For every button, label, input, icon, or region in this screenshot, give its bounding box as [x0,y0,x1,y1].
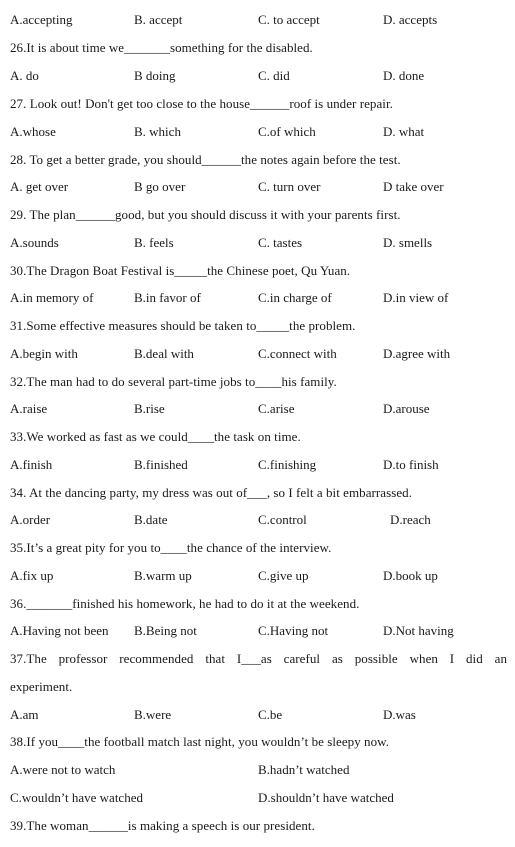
q30-stem: 30.The Dragon Boat Festival is_____the Chinese poet, Qu Yuan. [10,263,351,278]
q35-option-a: A.fix up [10,568,54,583]
q31-option-d: D.agree with [383,346,451,361]
q31-option-a: A.begin with [10,346,78,361]
q38-option-b: B.hadn’t watched [258,762,350,777]
q27-option-c: C.of which [258,124,316,139]
q37-option-d: D.was [383,707,416,722]
q29-option-c: C. tastes [258,235,303,250]
q33-stem: 33.We worked as fast as we could____the task on time. [10,429,301,444]
q34-option-d: D.reach [390,512,431,527]
q38-options-row1 [10,761,507,779]
q31-options [10,345,507,363]
q35-option-b: B.warm up [134,568,192,583]
q34-options [10,511,507,529]
q30-option-d: D.in view of [383,290,449,305]
q30-option-a: A.in memory of [10,290,94,305]
q39-stem: 39.The woman______is making a speech is our president. [10,818,315,833]
q32-option-a: A.raise [10,401,48,416]
q37-option-b: B.were [134,707,172,722]
q28-option-b: B go over [134,179,186,194]
q32-option-c: C.arise [258,401,295,416]
q36-option-d: D.Not having [383,623,454,638]
q28-option-a: A. get over [10,179,69,194]
q26-option-a: A. do [10,68,39,83]
q36-option-c: C.Having not [258,623,329,638]
q30-option-c: C.in charge of [258,290,332,305]
q27-options [10,123,507,141]
q36-stem: 36._______finished his homework, he had to do it at the weekend. [10,596,360,611]
q34-option-c: C.control [258,512,307,527]
q26-options [10,67,507,85]
q31-stem: 31.Some effective measures should be taken to_____the problem. [10,318,356,333]
q28-option-c: C. turn over [258,179,321,194]
q30-option-b: B.in favor of [134,290,201,305]
q26-option-b: B doing [134,68,176,83]
q27-stem: 27. Look out! Don't get too close to the house______roof is under repair. [10,96,393,111]
q29-options [10,234,507,252]
q29-option-a: A.sounds [10,235,59,250]
q35-stem: 35.It’s a great pity for you to____the chance of the interview. [10,540,332,555]
q30-options [10,289,507,307]
q29-option-d: D. smells [383,235,433,250]
q38-option-d: D.shouldn’t have watched [258,790,394,805]
q32-option-d: D.arouse [383,401,430,416]
q34-stem: 34. At the dancing party, my dress was out of___, so I felt a bit embarrassed. [10,485,412,500]
q26-stem: 26.It is about time we_______something for the disabled. [10,40,313,55]
q28-stem: 28. To get a better grade, you should______the notes again before the test. [10,152,401,167]
q28-option-d: D take over [383,179,444,194]
q37-option-a: A.am [10,707,39,722]
q29-stem: 29. The plan______good, but you should discuss it with your parents first. [10,207,401,222]
q25-option-c: C. to accept [258,12,320,27]
q36-options [10,622,507,640]
q38-option-c: C.wouldn’t have watched [10,790,143,805]
q34-option-a: A.order [10,512,51,527]
q31-option-b: B.deal with [134,346,194,361]
q33-option-d: D.to finish [383,457,439,472]
q33-options [10,456,507,474]
q33-option-b: B.finished [134,457,188,472]
q38-option-a: A.were not to watch [10,762,116,777]
q26-option-c: C. did [258,68,290,83]
q32-options [10,400,507,418]
q38-options-row2 [10,789,507,807]
q33-option-c: C.finishing [258,457,317,472]
q34-option-b: B.date [134,512,168,527]
q37-options [10,706,507,724]
q27-option-d: D. what [383,124,425,139]
q26-option-d: D. done [383,68,425,83]
q37-option-c: C.be [258,707,283,722]
q35-option-d: D.book up [383,568,438,583]
q35-options [10,567,507,585]
q32-stem: 32.The man had to do several part-time jobs to____his family. [10,374,337,389]
q28-options [10,178,507,196]
q35-option-c: C.give up [258,568,309,583]
q25-option-b: B. accept [134,12,183,27]
q36-option-a: A.Having not been [10,623,109,638]
q38-stem: 38.If you____the football match last night, you wouldn’t be sleepy now. [10,734,390,749]
q29-option-b: B. feels [134,235,174,250]
q37-stem-continued: experiment. [10,679,73,694]
q27-option-b: B. which [134,124,181,139]
q31-option-c: C.connect with [258,346,337,361]
q37-stem: 37.The professor recommended that I___as careful as possible when I did an [10,651,507,666]
q32-option-b: B.rise [134,401,165,416]
q33-option-a: A.finish [10,457,53,472]
q25-options [10,11,507,29]
q27-option-a: A.whose [10,124,56,139]
q36-option-b: B.Being not [134,623,197,638]
q25-option-d: D. accepts [383,12,438,27]
q25-option-a: A.accepting [10,12,73,27]
